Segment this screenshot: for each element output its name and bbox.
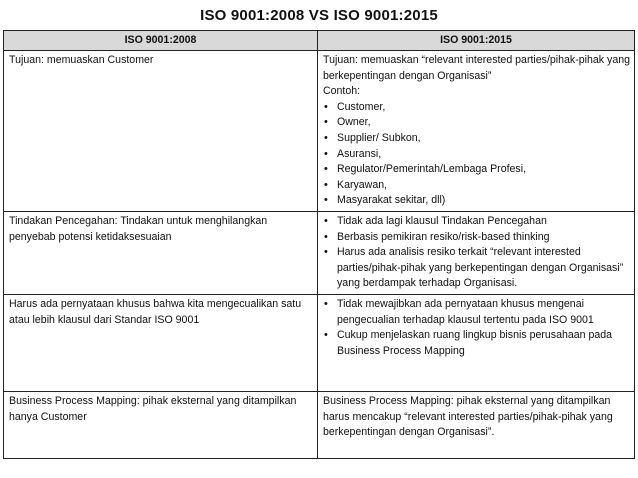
list-item: • Tidak mewajibkan ada pernyataan khusus mengenai pengecualian terhadap klausul tertentu pada ISO 9001 [323, 297, 630, 328]
table-row [4, 211, 635, 294]
list-item: • Supplier/ Subkon, [323, 131, 630, 147]
table-row [4, 51, 635, 212]
list-item: • Karyawan, [323, 178, 630, 194]
cell-2015 [318, 51, 635, 212]
table-row [4, 294, 635, 391]
cell-2008: Business Process Mapping: pihak eksternal yang ditampilkan hanya Customer [4, 391, 318, 458]
bullet-list [323, 100, 630, 209]
cell-intro-text: Tujuan: memuaskan “relevant interested parties/pihak-pihak yang berkepentingan dengan Organisasi” [323, 54, 630, 82]
cell-2015: Business Process Mapping: pihak eksternal yang ditampilkan harus mencakup “relevant interested parties/pihak-pihak yang berkepentingan dengan Organisasi”. [318, 391, 635, 458]
cell-2008: Tindakan Pencegahan: Tindakan untuk menghilangkan penyebab potensi ketidaksesuaian [4, 211, 318, 294]
cell-2015 [318, 211, 635, 294]
header-iso-2015: ISO 9001:2015 [318, 31, 635, 51]
bullet-list [323, 214, 630, 292]
list-item: • Regulator/Pemerintah/Lembaga Profesi, [323, 162, 630, 178]
list-item: • Owner, [323, 115, 630, 131]
header-row [4, 31, 635, 51]
page-title: ISO 9001:2008 VS ISO 9001:2015 [200, 7, 438, 24]
cell-2015 [318, 294, 635, 391]
table-row [4, 391, 635, 458]
comparison-table [3, 30, 635, 459]
example-label: Contoh: [323, 85, 361, 98]
list-item: • Berbasis pemikiran resiko/risk-based thinking [323, 230, 630, 246]
list-item: • Tidak ada lagi klausul Tindakan Pencegahan [323, 214, 630, 230]
list-item: • Asuransi, [323, 147, 630, 163]
bullet-list [323, 297, 630, 359]
cell-2008: Harus ada pernyataan khusus bahwa kita mengecualikan satu atau lebih klausul dari Standar ISO 9001 [4, 294, 318, 391]
list-item: • Masyarakat sekitar, dll) [323, 193, 630, 209]
list-item: • Customer, [323, 100, 630, 116]
list-item: • Harus ada analisis resiko terkait “relevant interested parties/pihak-pihak yang berkepentingan dengan Organisasi” yang berdampak terhadap Organisasi. [323, 245, 630, 292]
list-item: • Cukup menjelaskan ruang lingkup bisnis perusahaan pada Business Process Mapping [323, 328, 630, 359]
cell-2008: Tujuan: memuaskan Customer [4, 51, 318, 212]
header-iso-2008: ISO 9001:2008 [4, 31, 318, 51]
